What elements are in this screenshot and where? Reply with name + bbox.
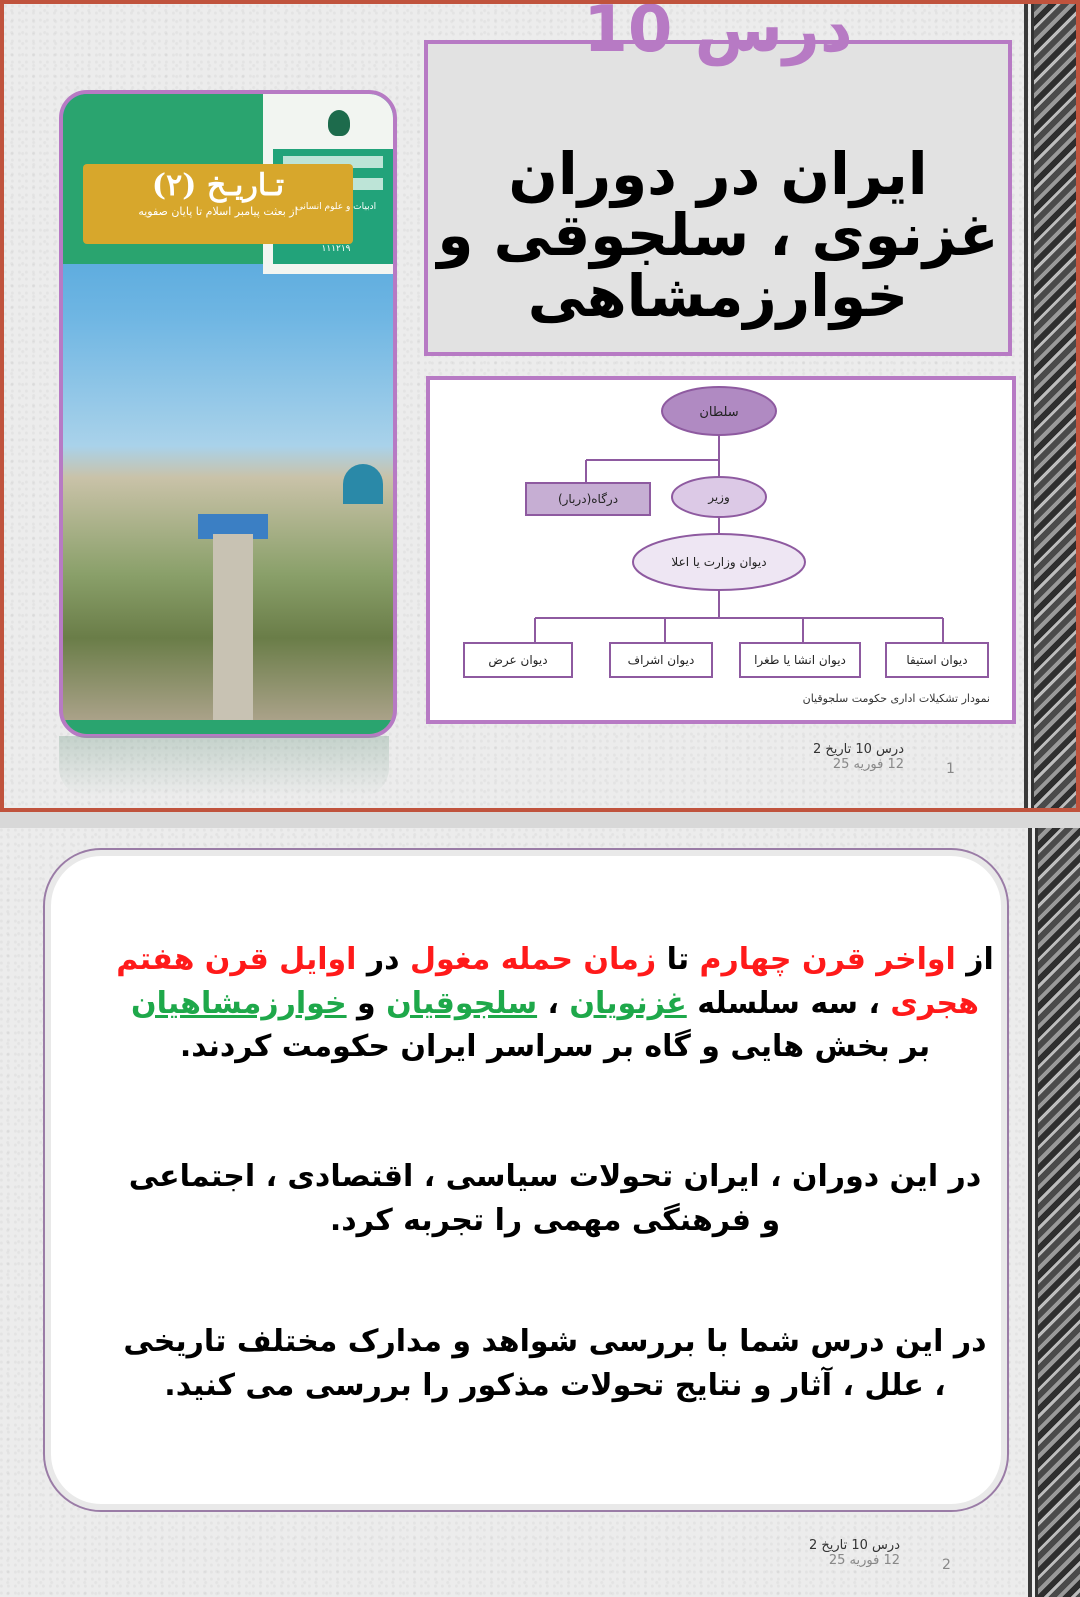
footer-lesson: درس 10 تاریخ 2 <box>808 1538 900 1553</box>
slide-2[interactable] <box>0 828 1080 1597</box>
node-sultan-label: سلطان <box>699 405 739 420</box>
footer-lesson: درس 10 تاریخ 2 <box>812 742 904 757</box>
highlight-end-period: اوایل قرن هفتم هجری <box>116 942 979 1021</box>
slide-footer <box>770 1538 900 1568</box>
page-number: 1 <box>946 761 955 777</box>
org-chart <box>426 376 1016 724</box>
chart-caption: نمودار تشکیلات اداری حکومت سلجوقیان <box>802 692 990 705</box>
node-dept-ensha-label: دیوان انشا یا طغرا <box>754 653 846 667</box>
page-number: 2 <box>942 1557 951 1573</box>
decorative-side-strip <box>1031 4 1076 808</box>
slide-title: ایران در دوران غزنوی ، سلجوقی و خوارزمشاهی <box>437 140 999 330</box>
highlight-start-period: اواخر قرن چهارم <box>699 942 956 977</box>
book-title: تـاریـخ (۲) <box>151 168 285 203</box>
node-divan-label: دیوان وزارت یا اعلا <box>671 555 767 569</box>
lesson-number: درس 10 <box>583 0 853 67</box>
link-seljuks[interactable]: سلجوقیان <box>386 985 538 1021</box>
node-vizier-label: وزیر <box>708 490 730 504</box>
node-court-label: درگاه(دربار) <box>557 492 619 506</box>
node-dept-arz-label: دیوان عرض <box>488 653 548 667</box>
node-dept-eshraf-label: دیوان اشراف <box>627 653 695 667</box>
book-badge: ادبیات و علوم انسانی <box>295 202 377 212</box>
cover-reflection <box>59 736 389 796</box>
paragraph-2: در این دوران ، ایران تحولات سیاسی ، اقتصادی ، اجتماعی و فرهنگی مهمی را تجربه کرد. <box>128 1159 982 1238</box>
content-box <box>43 848 1009 1512</box>
highlight-mongol-invasion: زمان حمله مغول <box>410 942 657 977</box>
link-khwarazmians[interactable]: خوارزمشاهیان <box>131 985 347 1021</box>
textbook-cover-image <box>59 90 397 738</box>
node-dept-estifa-label: دیوان استیفا <box>906 653 968 667</box>
decorative-side-strip <box>1035 828 1080 1597</box>
mosque-dome <box>343 464 383 504</box>
book-subtitle: از بعثت پیامبر اسلام تا پایان صفویه <box>138 205 298 218</box>
link-ghaznavids[interactable]: غزنویان <box>569 985 687 1021</box>
book-code: ۱۱۱۲۱۹ <box>321 244 351 254</box>
paragraph-1: از اواخر قرن چهارم تا زمان حمله مغول در اوایل قرن هفتم هجری ، سه سلسله غزنویان ، سلجوقیان و خوارزمشاهیان بر بخش هایی و گاه بر سراسر ایران حکومت کردند. <box>116 942 994 1064</box>
paragraph-3: در این درس شما با بررسی شواهد و مدارک مختلف تاریخی ، علل ، آثار و نتایج تحولات مذکور را بررسی می کنید. <box>123 1324 987 1403</box>
footer-date: 12 فوریه 25 <box>832 757 904 772</box>
org-chart-diagram <box>430 380 1012 720</box>
slide-footer <box>774 742 904 772</box>
footer-date: 12 فوریه 25 <box>828 1553 900 1568</box>
publisher-emblem-icon <box>328 110 350 136</box>
